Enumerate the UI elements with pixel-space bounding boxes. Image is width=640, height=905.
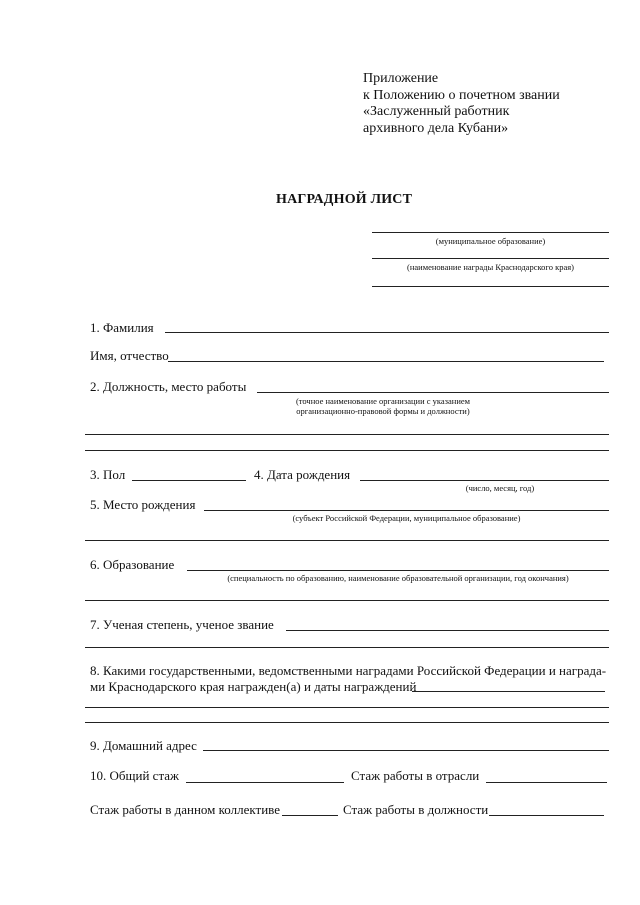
industry-experience-field[interactable] <box>486 782 607 783</box>
awards-field-line-3[interactable] <box>85 722 609 723</box>
awards-field-line-2[interactable] <box>85 707 609 708</box>
total-experience-field[interactable] <box>186 782 344 783</box>
birthplace-field-line-2[interactable] <box>85 540 609 541</box>
birthdate-field[interactable] <box>360 480 609 481</box>
industry-experience-label: Стаж работы в отрасли <box>351 768 480 783</box>
appendix-line-4: архивного дела Кубани» <box>363 120 509 136</box>
name-label: Имя, отчество <box>90 348 169 363</box>
degree-field-line-2[interactable] <box>85 647 609 648</box>
degree-label: 7. Ученая степень, ученое звание <box>90 617 274 632</box>
address-label: 9. Домашний адрес <box>90 738 197 753</box>
position-experience-label: Стаж работы в должности <box>343 802 489 817</box>
birthplace-field[interactable] <box>204 510 609 511</box>
awards-label-line-2: ми Краснодарского края награжден(а) и даты награждений <box>90 679 417 694</box>
award-name-field[interactable] <box>372 258 609 259</box>
surname-label: 1. Фамилия <box>90 320 154 335</box>
municipality-field[interactable] <box>372 232 609 233</box>
sex-label: 3. Пол <box>90 467 126 482</box>
position-caption-2: организационно-правовой формы и должности) <box>296 406 470 416</box>
municipality-caption: (муниципальное образование) <box>435 236 546 246</box>
degree-field[interactable] <box>286 630 609 631</box>
birthplace-label: 5. Место рождения <box>90 497 196 512</box>
sex-field[interactable] <box>132 480 246 481</box>
education-field-line-2[interactable] <box>85 600 609 601</box>
education-caption: (специальность по образованию, наименование образовательной организации, год окончания) <box>227 573 569 583</box>
position-label: 2. Должность, место работы <box>90 379 247 394</box>
awards-field[interactable] <box>412 691 605 692</box>
team-experience-field[interactable] <box>282 815 338 816</box>
position-caption-1: (точное наименование организации с указанием <box>295 396 471 406</box>
surname-field[interactable] <box>165 332 609 333</box>
total-experience-label: 10. Общий стаж <box>90 768 180 783</box>
team-experience-label: Стаж работы в данном коллективе <box>90 802 280 817</box>
position-experience-field[interactable] <box>489 815 604 816</box>
appendix-note <box>363 71 560 137</box>
page-title: НАГРАДНОЙ ЛИСТ <box>276 192 413 207</box>
award-name-caption: (наименование награды Краснодарского края) <box>407 262 574 272</box>
birthdate-label: 4. Дата рождения <box>254 467 351 482</box>
education-label: 6. Образование <box>90 557 175 572</box>
appendix-line-1: Приложение <box>363 71 439 86</box>
address-field[interactable] <box>203 750 609 751</box>
birthdate-caption: (число, месяц, год) <box>465 483 535 493</box>
appendix-line-3: «Заслуженный работник <box>363 104 510 119</box>
position-field[interactable] <box>257 392 609 393</box>
awards-label-line-1: 8. Какими государственными, ведомственными наградами Российской Федерации и награда- <box>90 663 607 678</box>
birthplace-caption: (субъект Российской Федерации, муниципальное образование) <box>292 513 521 523</box>
appendix-line-2: к Положению о почетном звании <box>363 87 560 103</box>
position-field-line-2[interactable] <box>85 434 609 435</box>
position-field-line-3[interactable] <box>85 450 609 451</box>
award-name-field-extra[interactable] <box>372 286 609 287</box>
education-field[interactable] <box>187 570 609 571</box>
name-field[interactable] <box>168 361 604 362</box>
